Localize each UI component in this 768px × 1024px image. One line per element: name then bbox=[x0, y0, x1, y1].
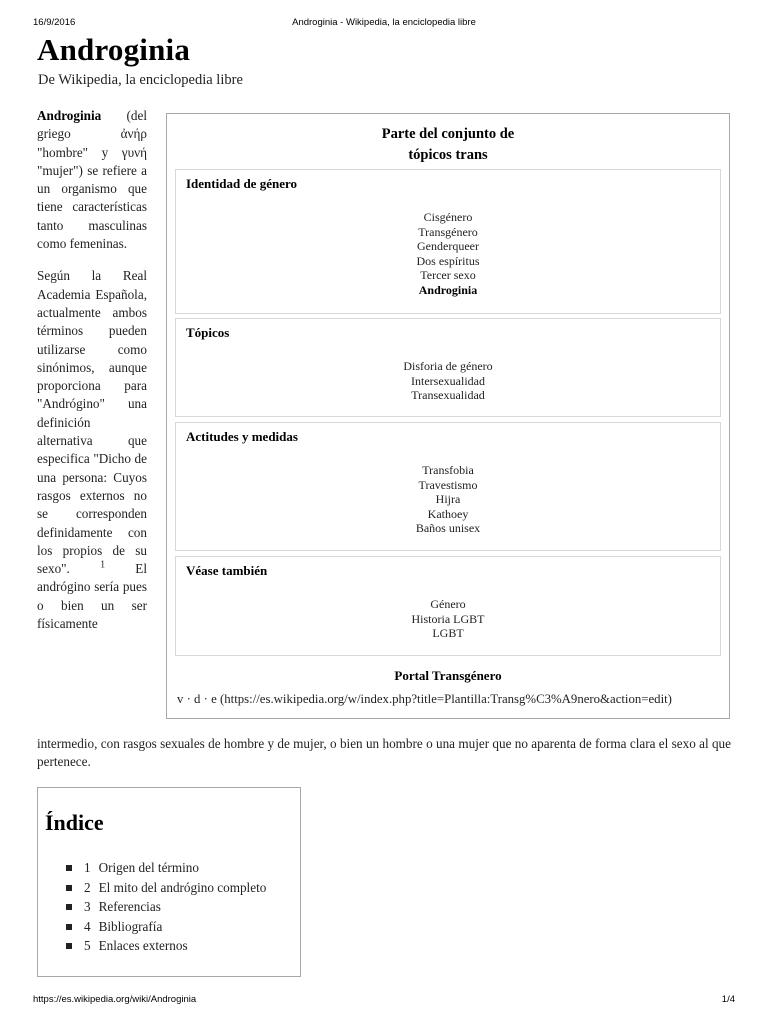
toc-item[interactable] bbox=[66, 897, 266, 917]
navbox-group bbox=[175, 556, 721, 656]
article-body bbox=[37, 107, 147, 647]
print-url: https://es.wikipedia.org/wiki/Androginia bbox=[33, 994, 197, 1005]
navbox-title bbox=[167, 124, 729, 166]
print-page-number: 1/4 bbox=[721, 994, 735, 1005]
toc-item-number: 2 bbox=[84, 879, 91, 895]
navbox-current-item: Androginia bbox=[418, 282, 478, 297]
toc-list bbox=[66, 858, 266, 956]
navbox-link[interactable]: Género bbox=[430, 597, 466, 611]
square-bullet-icon bbox=[66, 904, 72, 910]
navbox-group-heading: Tópicos bbox=[186, 325, 230, 340]
navbox-group bbox=[175, 422, 721, 551]
navbox-link[interactable]: Intersexualidad bbox=[411, 373, 485, 388]
navbox-title-line1: Parte del conjunto de bbox=[381, 126, 515, 142]
navbox-link[interactable]: Cisgénero bbox=[423, 210, 473, 224]
square-bullet-icon bbox=[66, 885, 72, 891]
navbox-link[interactable]: Genderqueer bbox=[417, 239, 479, 254]
toc-item[interactable] bbox=[66, 936, 266, 956]
navbox-group-list bbox=[176, 597, 720, 641]
toc-item-number: 3 bbox=[84, 899, 91, 915]
navbox-group-list bbox=[176, 463, 720, 536]
toc-item-number: 1 bbox=[84, 860, 91, 875]
definition-text: Según la Real Academia Española, actualmente ambos términos pueden utilizarse como sinónimos, aunque proporciona para "Andrógino" una definición alternativa que especifica "Dicho de una persona: Cuyos rasgos externos no se corresponden definidamente con los propios de su sexo". bbox=[37, 268, 147, 577]
navbox-group-heading: Actitudes y medidas bbox=[186, 429, 298, 444]
navbox-link[interactable]: Historia LGBT bbox=[411, 611, 485, 626]
toc-item-number: 4 bbox=[84, 918, 91, 934]
navbox-link[interactable]: Transgénero bbox=[418, 224, 478, 239]
print-date: 16/9/2016 bbox=[33, 17, 76, 28]
toc-item[interactable] bbox=[66, 858, 266, 878]
navbox-group bbox=[175, 169, 721, 314]
toc-item[interactable] bbox=[66, 878, 266, 898]
navbox-group bbox=[175, 318, 721, 417]
intro-paragraph bbox=[37, 107, 147, 253]
definition-continuation: intermedio, con rasgos sexuales de hombre y de mujer, o bien un hombre o una mujer que no aparenta de forma clara el sexo al que pertenece. bbox=[37, 736, 731, 770]
portal-link[interactable]: Portal Transgénero bbox=[394, 668, 502, 683]
toc-item-number: 5 bbox=[84, 938, 91, 954]
square-bullet-icon bbox=[66, 943, 72, 949]
toc-item-label[interactable]: Enlaces externos bbox=[98, 938, 188, 954]
article-term: Androginia bbox=[37, 108, 102, 123]
navbox-group-heading: Identidad de género bbox=[186, 176, 297, 191]
page-title: Androginia bbox=[37, 32, 191, 67]
navbox-title-line2: tópicos trans bbox=[408, 147, 488, 163]
trans-topics-navbox bbox=[166, 113, 730, 719]
navbox-link[interactable]: Hijra bbox=[435, 492, 461, 507]
template-vde-links[interactable]: v · d · e (https://es.wikipedia.org/w/index.php?title=Plantilla:Transg%C3%A9nero&action=edit) bbox=[177, 692, 672, 706]
table-of-contents bbox=[37, 787, 301, 977]
print-page-title: Androginia - Wikipedia, la enciclopedia libre bbox=[292, 17, 476, 28]
toc-item-label[interactable]: Bibliografía bbox=[98, 918, 163, 934]
navbox-link[interactable]: Transfobia bbox=[422, 463, 474, 477]
site-tagline: De Wikipedia, la enciclopedia libre bbox=[38, 72, 243, 88]
toc-item[interactable] bbox=[66, 917, 266, 937]
toc-item-label[interactable]: Referencias bbox=[98, 899, 161, 915]
definition-paragraph bbox=[37, 267, 147, 633]
navbox-link[interactable]: LGBT bbox=[432, 626, 464, 641]
navbox-group-heading: Véase también bbox=[186, 563, 268, 578]
toc-heading: Índice bbox=[45, 810, 104, 835]
square-bullet-icon bbox=[66, 865, 72, 871]
navbox-link[interactable]: Travestismo bbox=[418, 477, 478, 492]
definition-text-after: El andrógino sería pues o bien un ser físicamente bbox=[37, 561, 147, 632]
toc-item-label[interactable]: El mito del andrógino completo bbox=[98, 879, 267, 895]
navbox-group-list bbox=[176, 359, 720, 403]
toc-item-label[interactable]: Origen del término bbox=[98, 860, 199, 875]
navbox-link[interactable]: Dos espíritus bbox=[416, 253, 480, 268]
navbox-link[interactable]: Kathoey bbox=[427, 506, 469, 521]
navbox-link[interactable]: Tercer sexo bbox=[420, 268, 476, 283]
square-bullet-icon bbox=[66, 924, 72, 930]
print-footer bbox=[0, 994, 768, 1008]
print-header bbox=[0, 17, 768, 31]
navbox-link[interactable]: Baños unisex bbox=[415, 521, 481, 536]
navbox-link[interactable]: Disforia de género bbox=[403, 359, 493, 373]
navbox-link[interactable]: Transexualidad bbox=[411, 388, 485, 403]
reference-link[interactable]: 1 bbox=[100, 559, 106, 571]
navbox-group-list bbox=[176, 210, 720, 298]
intro-text: (del griego ἀνήρ "hombre" y γυνή "mujer") se refiere a un organismo que tiene características tanto masculinas como femeninas. bbox=[37, 108, 147, 252]
